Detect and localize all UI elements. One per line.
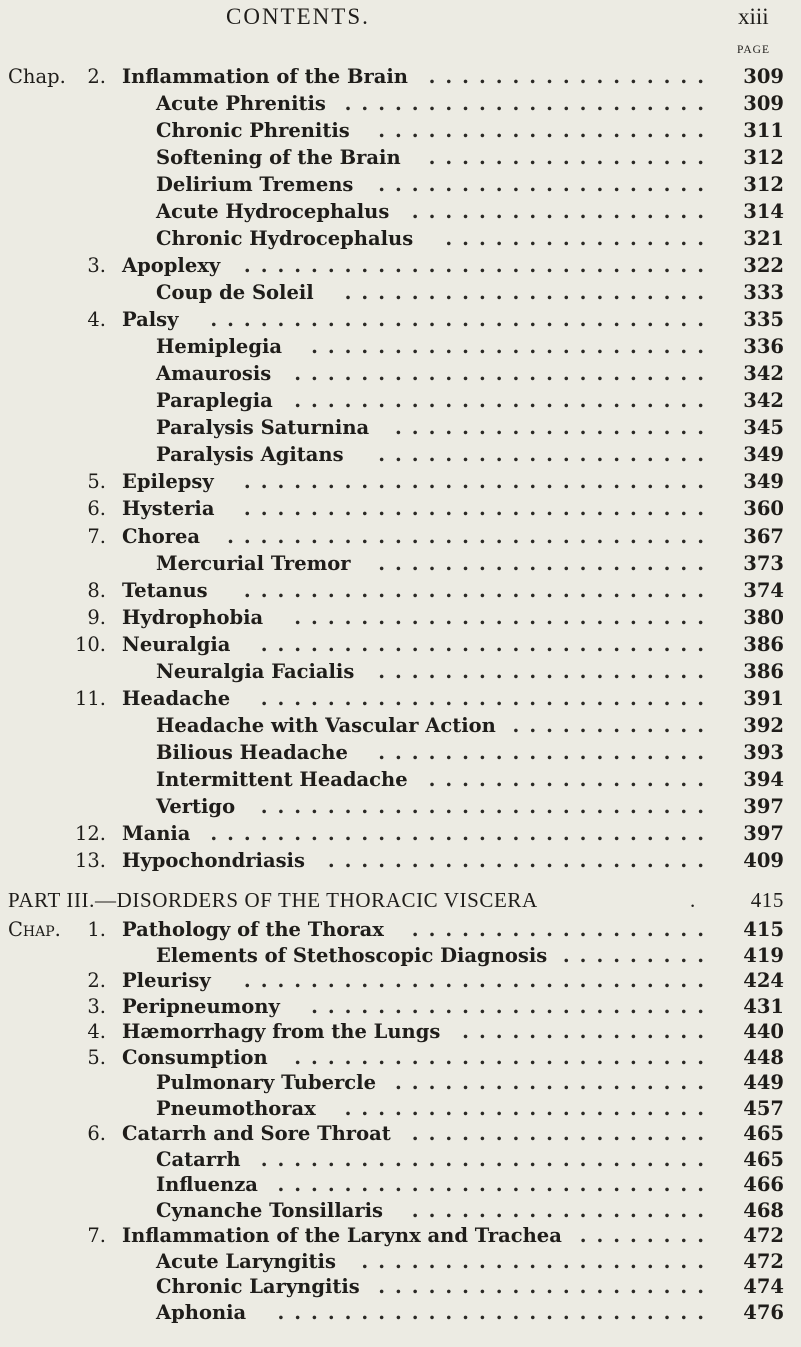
dot-leader: ........................... xyxy=(260,794,714,818)
toc-entry xyxy=(0,1046,801,1070)
toc-page-number: 391 xyxy=(743,686,784,710)
dot-leader: ......................... xyxy=(294,1045,714,1069)
toc-subentry-title: Pneumothorax xyxy=(156,1096,316,1120)
toc-subentry-title: Paralysis Agitans xyxy=(156,443,344,467)
dot-leader: ............................ xyxy=(243,254,714,278)
dot-leader: .................. xyxy=(411,1198,714,1222)
toc-entry xyxy=(0,1224,801,1248)
toc-entry xyxy=(0,606,801,630)
dot-leader: ........................ xyxy=(311,335,714,359)
toc-subentry-title: Paraplegia xyxy=(156,389,273,413)
toc-page-number: 431 xyxy=(743,994,784,1018)
dot-leader: ............................ xyxy=(243,578,714,602)
toc-entry-title: Tetanus xyxy=(122,578,208,602)
toc-page-number: 309 xyxy=(743,92,784,116)
toc-subentry-title: Chronic Laryngitis xyxy=(156,1275,360,1298)
toc-subentry-title: Chronic Hydrocephalus xyxy=(156,227,414,251)
toc-page-number: 419 xyxy=(743,943,784,967)
toc-page-number: 392 xyxy=(743,713,784,737)
toc-entry xyxy=(0,525,801,549)
toc-entry xyxy=(0,1020,801,1044)
toc-entry xyxy=(0,119,801,143)
toc-page-number: 312 xyxy=(743,146,784,170)
chapter-number: 4. xyxy=(87,308,106,332)
toc-page-number: 309 xyxy=(743,65,784,88)
toc-subentry-title: Coup de Soleil xyxy=(156,281,314,305)
toc-entry xyxy=(0,254,801,278)
toc-subentry-title: Influenza xyxy=(156,1173,258,1196)
dot-leader: ............ xyxy=(512,713,714,737)
toc-page-number: 393 xyxy=(743,740,784,764)
dot-leader: .............................. xyxy=(210,308,714,332)
toc-subentry-title: Chronic Phrenitis xyxy=(156,119,350,143)
dot-leader: ........................... xyxy=(260,632,714,656)
toc-page-number: 342 xyxy=(743,362,784,386)
dot-leader: ............................ xyxy=(243,470,714,494)
chapter-number: 12. xyxy=(74,821,106,845)
running-head xyxy=(0,0,801,40)
toc-entry xyxy=(0,173,801,197)
toc-subentry-title: Catarrh xyxy=(156,1147,241,1171)
toc-subentry-title: Paralysis Saturnina xyxy=(156,416,370,440)
toc-entry xyxy=(0,795,801,819)
dot-leader: ............................ xyxy=(243,969,714,992)
toc-entry-title: Mania xyxy=(122,821,191,845)
toc-page-number: 386 xyxy=(743,659,784,683)
chapter-number: 7. xyxy=(87,524,106,548)
toc-page-number: 409 xyxy=(743,848,784,872)
dot-leader: ................... xyxy=(395,1071,714,1094)
toc-entry xyxy=(0,944,801,968)
toc-page-number: 465 xyxy=(743,1147,784,1171)
toc-page-number: 367 xyxy=(743,524,784,548)
toc-entry xyxy=(0,416,801,440)
toc-page-number: 472 xyxy=(743,1224,784,1247)
toc-entry-title: Headache xyxy=(122,686,231,710)
toc-page-number: 386 xyxy=(743,632,784,656)
toc-entry xyxy=(0,995,801,1019)
toc-subentry-title: Acute Hydrocephalus xyxy=(156,200,390,224)
toc-entry xyxy=(0,969,801,993)
dot-leader: ................. xyxy=(428,146,714,170)
toc-entry-title: Epilepsy xyxy=(122,470,214,494)
dot-leader: .................... xyxy=(378,659,714,683)
chapter-number: 2. xyxy=(87,65,106,88)
chapter-number: 13. xyxy=(74,848,106,872)
chapter-number: 7. xyxy=(87,1224,106,1247)
toc-entry xyxy=(0,633,801,657)
toc-entry xyxy=(0,65,801,89)
toc-entry xyxy=(0,1250,801,1274)
toc-page-number: 466 xyxy=(743,1173,784,1196)
part-heading-page: 415 xyxy=(750,888,784,912)
toc-subentry-title: Intermittent Headache xyxy=(156,767,408,791)
page-column-label: PAGE xyxy=(737,44,770,56)
toc-subentry-title: Acute Laryngitis xyxy=(156,1249,336,1273)
toc-page-number: 397 xyxy=(743,821,784,845)
toc-entry xyxy=(0,389,801,413)
dot-leader: ........................... xyxy=(260,686,714,710)
toc-entry xyxy=(0,335,801,359)
toc-page-number: 465 xyxy=(743,1122,784,1145)
dot-leader: .................... xyxy=(378,443,714,467)
toc-entry xyxy=(0,1199,801,1223)
toc-page-number: 311 xyxy=(743,119,784,143)
toc-entry xyxy=(0,822,801,846)
chapter-number: 5. xyxy=(87,1045,106,1069)
toc-subentry-title: Headache with Vascular Action xyxy=(156,713,496,737)
toc-page-number: 448 xyxy=(743,1045,784,1069)
toc-entry xyxy=(0,849,801,873)
chapter-number: 3. xyxy=(87,254,106,278)
dot-leader: ......................... xyxy=(294,362,714,386)
running-head-page-number: xiii xyxy=(738,4,769,29)
toc-page-number: 321 xyxy=(743,227,784,251)
chapter-number: 3. xyxy=(87,994,106,1018)
toc-entry xyxy=(0,714,801,738)
toc-page-number: 349 xyxy=(743,470,784,494)
chapter-number: 10. xyxy=(74,632,106,656)
dot-leader: ......... xyxy=(562,943,714,967)
dot-leader: ............................. xyxy=(227,524,714,548)
toc-page-number: 322 xyxy=(743,254,784,278)
toc-entry-title: Palsy xyxy=(122,308,179,332)
toc-entry xyxy=(0,1097,801,1121)
toc-entry-title: Neuralgia xyxy=(122,632,231,656)
chapter-number: 6. xyxy=(87,1122,106,1145)
toc-subentry-title: Hemiplegia xyxy=(156,335,282,359)
dot-leader: .................. xyxy=(411,1122,714,1145)
toc-entry-title: Apoplexy xyxy=(122,254,221,278)
toc-entry-title: Inflammation of the Brain xyxy=(122,65,408,88)
toc-entry xyxy=(0,687,801,711)
toc-page-number: 394 xyxy=(743,767,784,791)
toc-subentry-title: Mercurial Tremor xyxy=(156,551,351,575)
part-heading xyxy=(8,887,794,913)
toc-entry-title: Pathology of the Thorax xyxy=(122,918,384,941)
toc-entry xyxy=(0,1173,801,1197)
dot-leader: ................. xyxy=(428,767,714,791)
toc-page-number: 474 xyxy=(743,1275,784,1298)
dot-leader: ............... xyxy=(462,1020,714,1043)
toc-page-number: 374 xyxy=(743,578,784,602)
toc-entry xyxy=(0,146,801,170)
toc-entry xyxy=(0,362,801,386)
toc-entry-title: Hæmorrhagy from the Lungs xyxy=(122,1020,441,1043)
toc-entry xyxy=(0,918,801,942)
dot-leader: .................. xyxy=(411,918,714,941)
dot-leader: .................... xyxy=(378,740,714,764)
toc-entry-title: Hydrophobia xyxy=(122,605,264,629)
dot-leader: .................... xyxy=(378,1275,714,1298)
toc-entry xyxy=(0,1148,801,1172)
toc-entry-title: Inflammation of the Larynx and Trachea xyxy=(122,1224,562,1247)
toc-page-number: 468 xyxy=(743,1198,784,1222)
toc-page-number: 440 xyxy=(743,1020,784,1043)
toc-page-number: 345 xyxy=(743,416,784,440)
chapter-number: 5. xyxy=(87,470,106,494)
toc-entry xyxy=(0,579,801,603)
dot-leader: .............................. xyxy=(210,821,714,845)
toc-subentry-title: Vertigo xyxy=(156,794,236,818)
toc-entry xyxy=(0,1275,801,1299)
toc-entry xyxy=(0,741,801,765)
toc-subentry-title: Softening of the Brain xyxy=(156,146,401,170)
dot-leader: ................ xyxy=(445,227,714,251)
part-heading-leader: . xyxy=(690,888,696,912)
toc-page-number: 424 xyxy=(743,969,784,992)
part-heading-text: PART III.—DISORDERS OF THE THORACIC VISCERA xyxy=(8,888,538,912)
chapter-number: 9. xyxy=(87,605,106,629)
toc-page-number: 449 xyxy=(743,1071,784,1094)
dot-leader: .......................... xyxy=(277,1300,714,1324)
toc-entry xyxy=(0,443,801,467)
toc-entry xyxy=(0,200,801,224)
toc-page-number: 335 xyxy=(743,308,784,332)
toc-entry xyxy=(0,1122,801,1146)
dot-leader: ....................... xyxy=(327,848,714,872)
toc-page-number: 457 xyxy=(743,1096,784,1120)
dot-leader: .................... xyxy=(378,551,714,575)
toc-entry-title: Pleurisy xyxy=(122,969,211,992)
toc-page-number: 360 xyxy=(743,497,784,521)
toc-subentry-title: Neuralgia Facialis xyxy=(156,659,355,683)
dot-leader: ........................... xyxy=(260,1147,714,1171)
dot-leader: ........ xyxy=(579,1224,714,1247)
toc-subentry-title: Elements of Stethoscopic Diagnosis xyxy=(156,943,548,967)
toc-entry-title: Catarrh and Sore Throat xyxy=(122,1122,391,1145)
chapter-label: Chap. xyxy=(8,65,66,88)
toc-entry xyxy=(0,1071,801,1095)
toc-entry xyxy=(0,552,801,576)
chapter-number: 4. xyxy=(87,1020,106,1043)
toc-page-number: 380 xyxy=(743,605,784,629)
toc-subentry-title: Amaurosis xyxy=(156,362,272,386)
dot-leader: .................... xyxy=(378,173,714,197)
dot-leader: ..................... xyxy=(361,1249,714,1273)
toc-page-number: 312 xyxy=(743,173,784,197)
running-head-title: CONTENTS. xyxy=(226,4,370,29)
dot-leader: ............................ xyxy=(243,497,714,521)
toc-entry xyxy=(0,227,801,251)
toc-page-number: 415 xyxy=(743,918,784,941)
dot-leader: ......................... xyxy=(294,389,714,413)
chapter-label: Chap. xyxy=(8,918,61,941)
toc-entry-title: Hysteria xyxy=(122,497,215,521)
toc-entry-title: Peripneumony xyxy=(122,994,280,1018)
chapter-number: 6. xyxy=(87,497,106,521)
toc-entry xyxy=(0,308,801,332)
toc-entry xyxy=(0,1301,801,1325)
toc-page-number: 333 xyxy=(743,281,784,305)
toc-page-number: 373 xyxy=(743,551,784,575)
toc-entry-title: Consumption xyxy=(122,1045,268,1069)
dot-leader: .......................... xyxy=(277,1173,714,1196)
chapter-number: 2. xyxy=(87,969,106,992)
toc-page-number: 349 xyxy=(743,443,784,467)
toc-page-number: 476 xyxy=(743,1300,784,1324)
dot-leader: .................. xyxy=(411,200,714,224)
toc-entry-title: Chorea xyxy=(122,524,201,548)
chapter-number: 1. xyxy=(87,918,106,941)
dot-leader: .................... xyxy=(378,119,714,143)
toc-subentry-title: Acute Phrenitis xyxy=(156,92,326,116)
toc-subentry-title: Aphonia xyxy=(156,1300,247,1324)
dot-leader: ...................... xyxy=(344,281,714,305)
toc-subentry-title: Cynanche Tonsillaris xyxy=(156,1198,384,1222)
dot-leader: ...................... xyxy=(344,1096,714,1120)
toc-entry xyxy=(0,497,801,521)
chapter-number: 11. xyxy=(74,686,106,710)
dot-leader: ................... xyxy=(395,416,714,440)
toc-entry xyxy=(0,768,801,792)
toc-entry xyxy=(0,92,801,116)
toc-entry-title: Hypochondriasis xyxy=(122,848,305,872)
toc-entry xyxy=(0,470,801,494)
toc-subentry-title: Bilious Headache xyxy=(156,740,348,764)
toc-page-number: 314 xyxy=(743,200,784,224)
toc-entry xyxy=(0,281,801,305)
dot-leader: ................. xyxy=(428,65,714,88)
toc-page-number: 336 xyxy=(743,335,784,359)
toc-subentry-title: Delirium Tremens xyxy=(156,173,354,197)
toc-entry xyxy=(0,660,801,684)
dot-leader: ...................... xyxy=(344,92,714,116)
chapter-number: 8. xyxy=(87,578,106,602)
toc-page-number: 397 xyxy=(743,794,784,818)
toc-page-number: 342 xyxy=(743,389,784,413)
dot-leader: ........................ xyxy=(311,994,714,1018)
toc-subentry-title: Pulmonary Tubercle xyxy=(156,1071,376,1094)
toc-page-number: 472 xyxy=(743,1249,784,1273)
dot-leader: ......................... xyxy=(294,605,714,629)
